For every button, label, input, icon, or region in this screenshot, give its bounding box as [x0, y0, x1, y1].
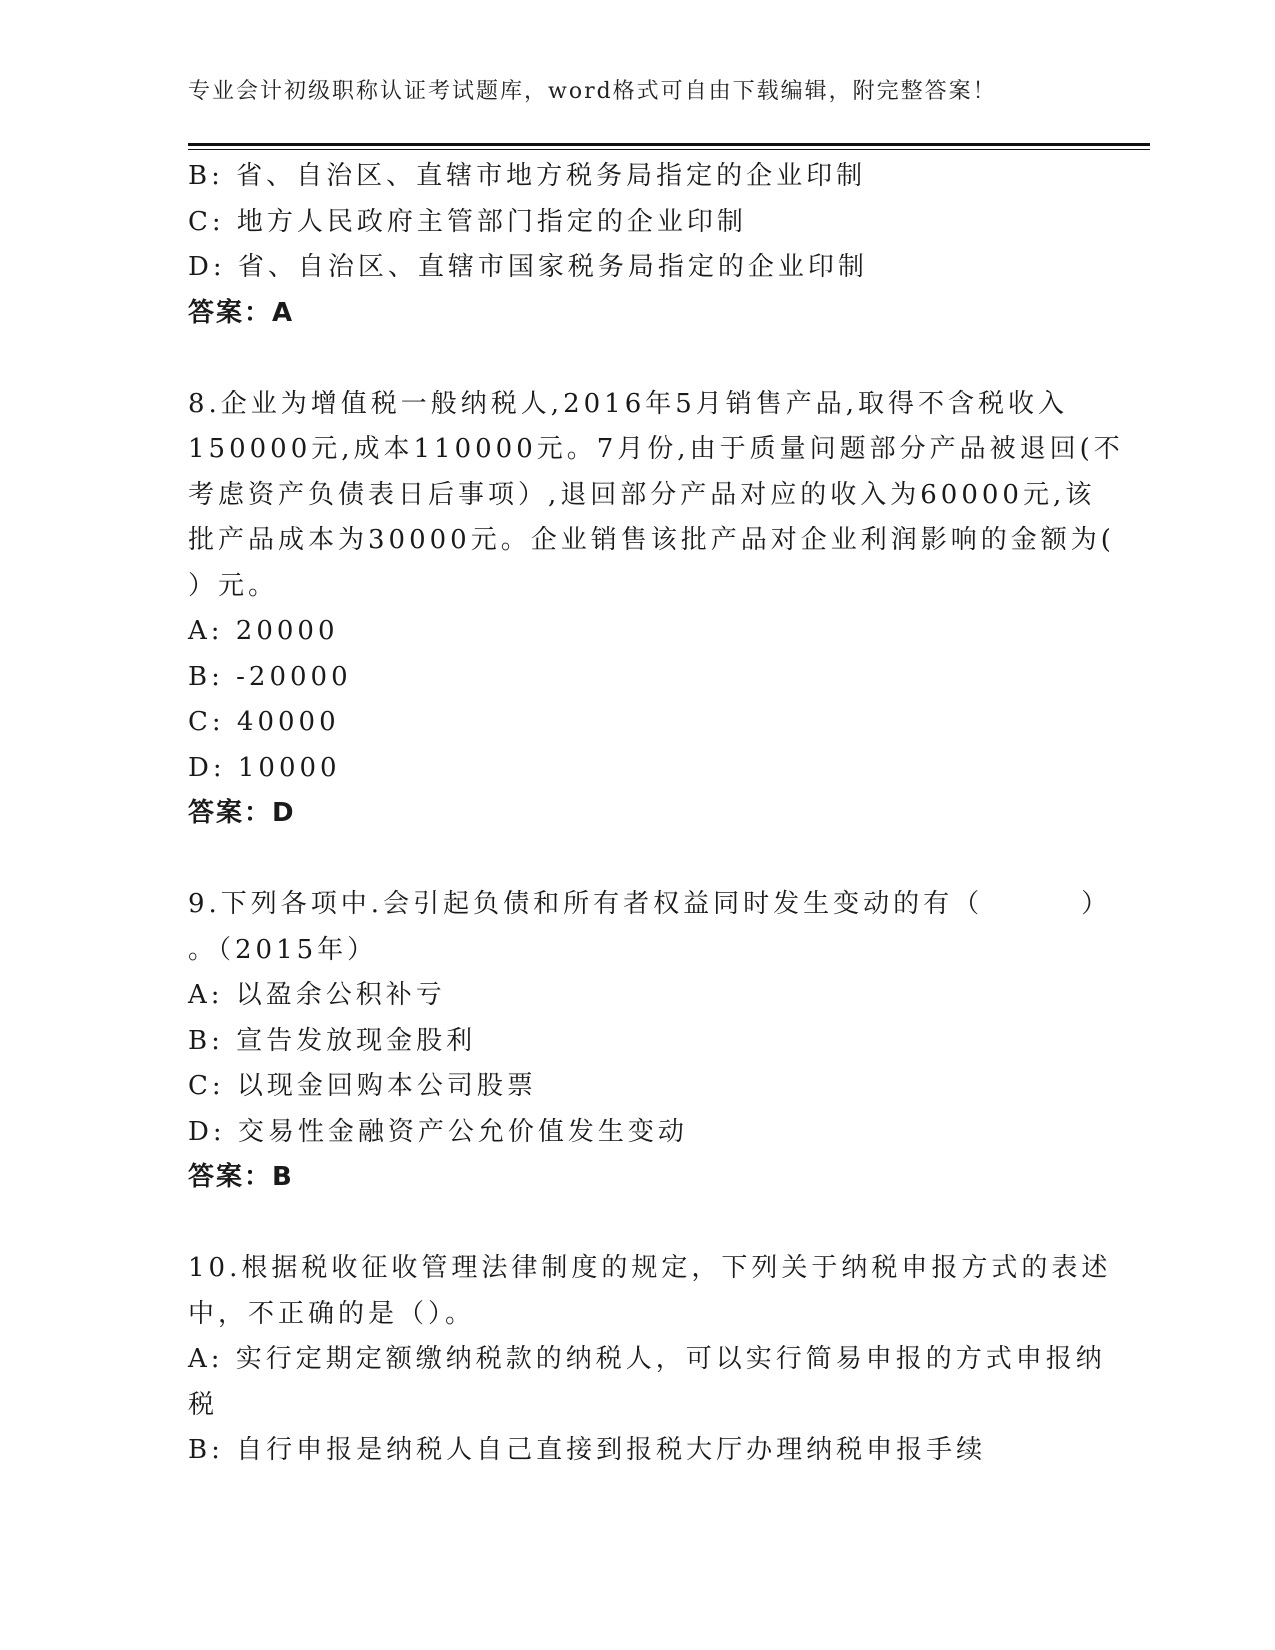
q8-option-d: D: 10000 [188, 752, 341, 783]
q7-option-c: C: 地方人民政府主管部门指定的企业印制 [188, 206, 747, 237]
q9-stem-line: 9.下列各项中.会引起负债和所有者权益同时发生变动的有（ ） [188, 889, 1112, 919]
q8-answer: 答案：D [188, 798, 296, 828]
header-rule-thin [188, 149, 1150, 150]
header-rule-thick [188, 143, 1150, 146]
q8-stem-line: 8.企业为增值税一般纳税人,2016年5月销售产品,取得不含税收入 [188, 388, 1069, 419]
q9-answer: 答案：B [188, 1162, 294, 1192]
q10-stem-line: 10.根据税收征收管理法律制度的规定，下列关于纳税申报方式的表述 [188, 1253, 1112, 1283]
q9-option-c: C: 以现金回购本公司股票 [188, 1071, 537, 1101]
q8-option-a: A: 20000 [188, 616, 339, 646]
q10-option-a-line: 税 [188, 1389, 219, 1420]
q9-option-d: D: 交易性金融资产公允价值发生变动 [188, 1116, 688, 1147]
q10-option-b: B: 自行申报是纳税人自己直接到报税大厅办理纳税申报手续 [188, 1435, 987, 1465]
q9-stem-line: 。（2015年） [188, 934, 378, 965]
q7-answer: 答案：A [188, 297, 295, 328]
q7-option-d: D: 省、自治区、直辖市国家税务局指定的企业印制 [188, 252, 868, 282]
q9-option-b: B: 宣告发放现金股利 [188, 1025, 477, 1056]
spacer [188, 1201, 1088, 1247]
q10-stem-line: 中，不正确的是（）。 [188, 1298, 476, 1329]
q10-option-a-line: A: 实行定期定额缴纳税款的纳税人，可以实行简易申报的方式申报纳 [188, 1344, 1106, 1374]
q8-stem-line: ）元。 [188, 570, 279, 601]
q9-option-a: A: 以盈余公积补亏 [188, 980, 446, 1010]
spacer [188, 336, 1088, 382]
q7-option-b: B: 省、自治区、直辖市地方税务局指定的企业印制 [188, 161, 867, 191]
q8-stem-line: 150000元,成本110000元。7月份,由于质量问题部分产品被退回(不 [188, 434, 1124, 464]
q8-stem-line: 考虑资产负债表日后事项）,退回部分产品对应的收入为60000元,该 [188, 479, 1096, 510]
q8-option-c: C: 40000 [188, 707, 340, 737]
page-header: 专业会计初级职称认证考试题库，word格式可自由下载编辑，附完整答案！ [188, 79, 997, 104]
q8-option-b: B: -20000 [188, 661, 352, 692]
q8-stem-line: 批产品成本为30000元。企业销售该批产品对企业利润影响的金额为( [188, 525, 1115, 555]
spacer [188, 837, 1088, 883]
question-content [188, 154, 1124, 1474]
